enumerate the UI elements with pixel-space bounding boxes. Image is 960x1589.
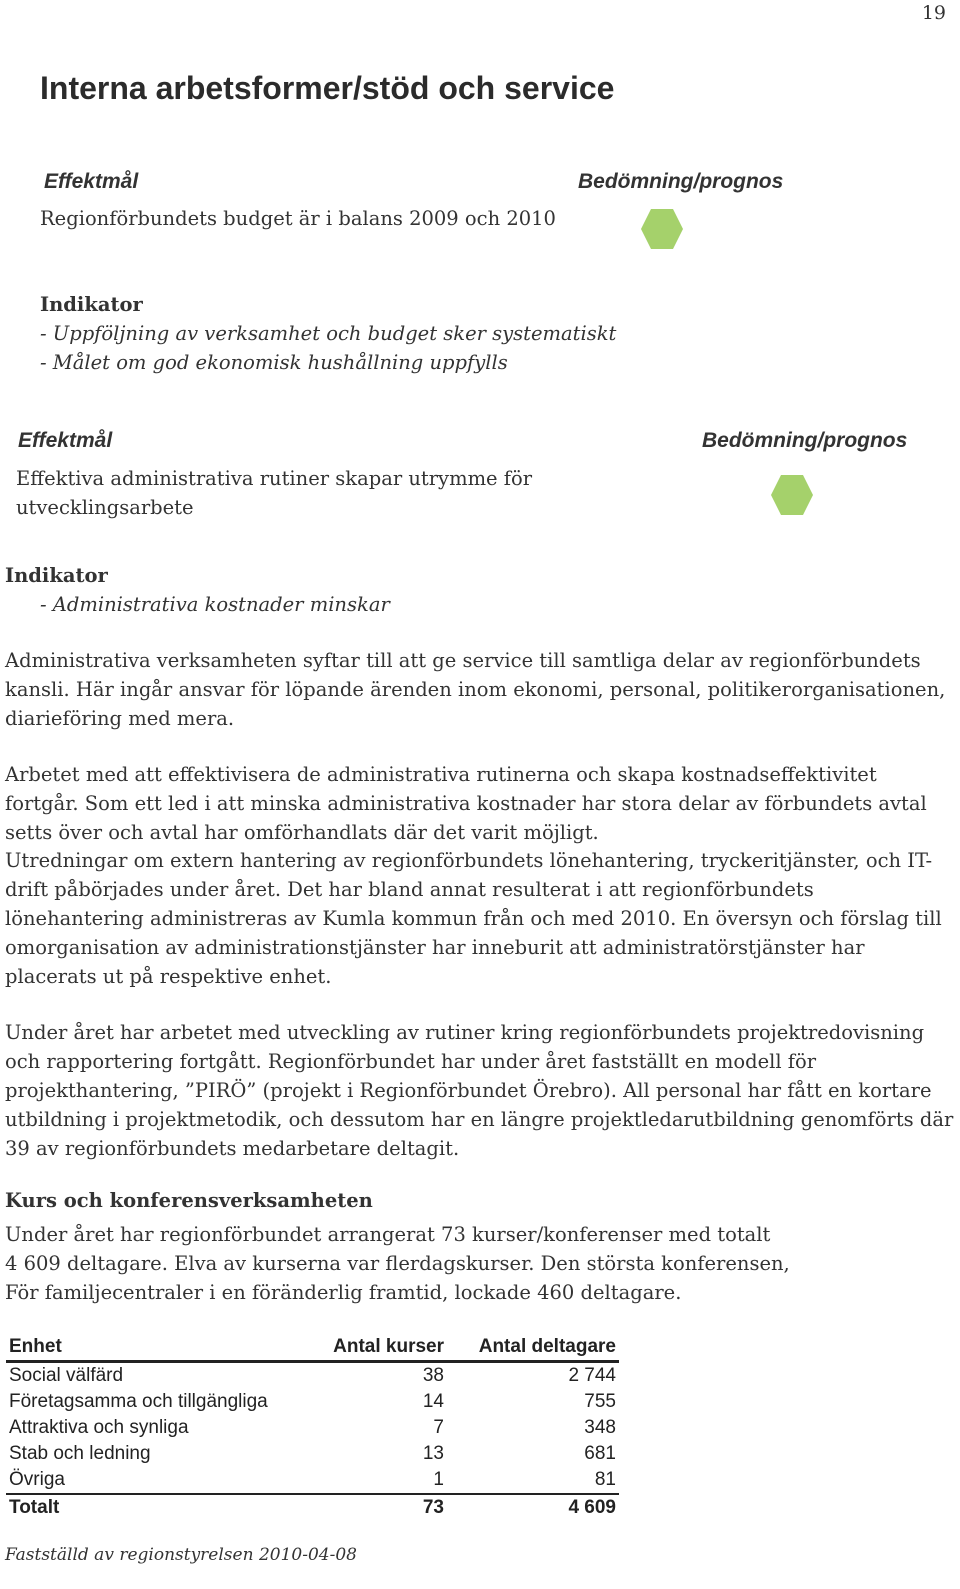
cell-kurser: 14 xyxy=(422,1391,444,1412)
paragraph-3: Utredningar om extern hantering av regionförbundets lönehantering, tryckeritjänster, och IT-drift påbörjades under året. Det har bland annat resulterat i att regionförbundets lönehantering administreras av Kumla kommun från och med 2010. En översyn och förslag till omorganisation av administrationstjänster har inneburit att administratörstjänster har placerats ut på respektive enhet. xyxy=(5,849,942,988)
cell-kurser: 1 xyxy=(433,1469,444,1490)
cell-enhet: Social välfärd xyxy=(9,1365,124,1386)
goal2-indicator-1: - Administrativa kostnader minskar xyxy=(40,593,390,616)
paragraph-4: Under året har arbetet med utveckling av rutiner kring regionförbundets projektredovisning och rapportering fortgått. Regionförbundet har under året fastställt en modell för projekthantering, ”PIRÖ” (projekt i Regionförbundet Örebro). All personal har fått en kortare utbildning i projektmetodik, och dessutom har en längre projektledarutbildning genomförts där 39 av regionförbundets medarbetare deltagit. xyxy=(5,1021,954,1160)
table-row xyxy=(6,1441,619,1467)
table-total-row xyxy=(6,1494,619,1521)
cell-enhet: Företagsamma och tillgängliga xyxy=(9,1391,268,1412)
courses-table xyxy=(6,1334,619,1521)
cell-deltagare: 2 744 xyxy=(568,1365,616,1386)
cell-enhet: Attraktiva och synliga xyxy=(9,1417,189,1438)
goal1-indicator-label: Indikator xyxy=(40,293,143,316)
cell-deltagare: 81 xyxy=(594,1469,616,1490)
cell-enhet: Övriga xyxy=(9,1469,65,1490)
page-number: 19 xyxy=(921,2,946,24)
paragraph-2: Arbetet med att effektivisera de administrativa rutinerna och skapa kostnadseffektivitet fortgår. Som ett led i att minska administrativa kostnader har stora delar av förbundets avtal setts över och avtal har omförhandlats där det varit möjligt. xyxy=(5,763,927,844)
goal1-indicator-2: - Målet om god ekonomisk hushållning uppfylls xyxy=(40,351,508,374)
header-antal-kurser: Antal kurser xyxy=(333,1336,444,1357)
goal2-text-line-2: utvecklingsarbete xyxy=(16,496,194,519)
courses-line-1: Under året har regionförbundet arrangerat 73 kurser/konferenser med totalt xyxy=(5,1223,771,1246)
cell-enhet: Stab och ledning xyxy=(9,1443,151,1464)
courses-line-3: För familjecentraler i en föränderlig framtid, lockade 460 deltagare. xyxy=(5,1281,682,1304)
cell-deltagare: 755 xyxy=(584,1391,616,1412)
courses-heading: Kurs och konferensverksamheten xyxy=(5,1189,373,1212)
total-deltagare: 4 609 xyxy=(568,1497,616,1518)
goal2-assessment-label: Bedömning/prognos xyxy=(702,429,908,452)
goal2-text-line-1: Effektiva administrativa rutiner skapar utrymme för xyxy=(16,467,533,490)
paragraph-1: Administrativa verksamheten syftar till att ge service till samtliga delar av regionförbundets kansli. Här ingår ansvar för löpande ärenden inom ekonomi, personal, politikerorganisationen, diarieföring med mera. xyxy=(5,649,946,730)
total-label: Totalt xyxy=(9,1497,60,1518)
header-enhet: Enhet xyxy=(9,1336,62,1357)
table-row xyxy=(6,1389,619,1415)
cell-kurser: 13 xyxy=(422,1443,444,1464)
courses-line-2: 4 609 deltagare. Elva av kurserna var flerdagskurser. Den största konferensen, xyxy=(5,1252,790,1275)
goal1-indicator-1: - Uppföljning av verksamhet och budget sker systematiskt xyxy=(40,322,617,345)
goal1-text: Regionförbundets budget är i balans 2009 och 2010 xyxy=(40,207,556,230)
cell-deltagare: 348 xyxy=(584,1417,616,1438)
page-title: Interna arbetsformer/stöd och service xyxy=(40,70,615,106)
table-header-row xyxy=(6,1334,619,1362)
table-row xyxy=(6,1415,619,1441)
header-antal-deltagare: Antal deltagare xyxy=(478,1336,616,1357)
goal1-label: Effektmål xyxy=(44,170,139,193)
goal2-label: Effektmål xyxy=(18,429,113,452)
total-kurser: 73 xyxy=(422,1497,444,1518)
cell-kurser: 38 xyxy=(422,1365,444,1386)
goal2-status-hexagon-icon xyxy=(770,474,814,516)
table-row xyxy=(6,1362,619,1390)
cell-deltagare: 681 xyxy=(584,1443,616,1464)
goal2-indicator-label: Indikator xyxy=(5,564,108,587)
goal1-assessment-label: Bedömning/prognos xyxy=(578,170,784,193)
goal1-status-hexagon-icon xyxy=(640,208,684,250)
cell-kurser: 7 xyxy=(433,1417,444,1438)
table-row xyxy=(6,1467,619,1494)
footer-note: Fastställd av regionstyrelsen 2010-04-08 xyxy=(5,1545,357,1565)
